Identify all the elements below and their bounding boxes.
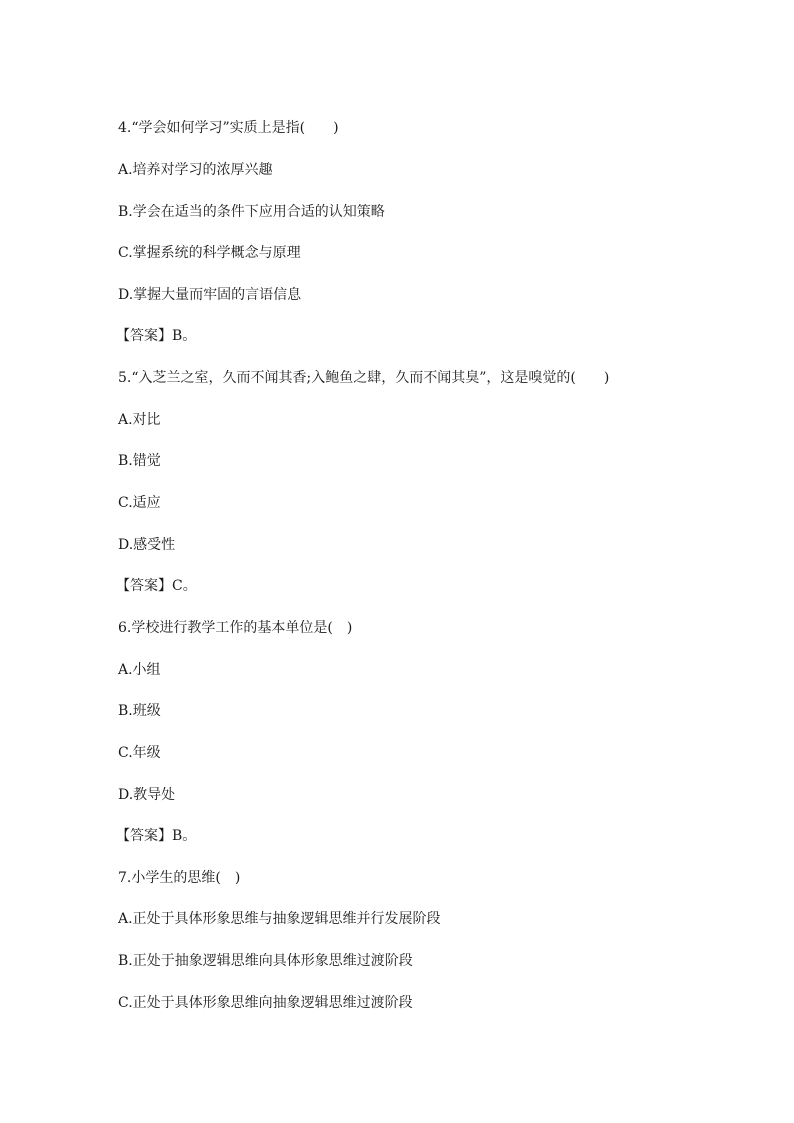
question-4-answer: 【答案】B。: [116, 328, 197, 344]
question-4-option-a: A.培养对学习的浓厚兴趣: [118, 162, 273, 178]
question-5-option-a: A.对比: [118, 412, 161, 428]
question-6-option-a: A.小组: [118, 662, 161, 678]
question-5-option-d: D.感受性: [118, 537, 176, 553]
question-6-option-b: B.班级: [118, 703, 161, 719]
question-7-stem: 7.小学生的思维( ): [118, 870, 241, 886]
question-6-stem: 6.学校进行教学工作的基本单位是( ): [118, 620, 353, 636]
question-7-option-b: B.正处于抽象逻辑思维向具体形象思维过渡阶段: [118, 953, 413, 969]
question-5-stem: 5.“入芝兰之室，久而不闻其香;入鲍鱼之肆，久而不闻其臭”，这是嗅觉的( ): [118, 370, 610, 386]
question-5-option-b: B.错觉: [118, 453, 161, 469]
question-6-answer: 【答案】B。: [116, 828, 197, 844]
question-4-option-d: D.掌握大量而牢固的言语信息: [118, 287, 302, 303]
question-7-option-a: A.正处于具体形象思维与抽象逻辑思维并行发展阶段: [118, 911, 441, 927]
question-4-option-b: B.学会在适当的条件下应用合适的认知策略: [118, 204, 385, 220]
question-4-option-c: C.掌握系统的科学概念与原理: [118, 245, 301, 261]
question-4-stem: 4.“学会如何学习”实质上是指( ): [118, 120, 339, 136]
question-5-option-c: C.适应: [118, 495, 161, 511]
question-5-answer: 【答案】C。: [116, 578, 197, 594]
question-6-option-d: D.教导处: [118, 787, 176, 803]
question-7-option-c: C.正处于具体形象思维向抽象逻辑思维过渡阶段: [118, 995, 413, 1011]
question-6-option-c: C.年级: [118, 745, 161, 761]
